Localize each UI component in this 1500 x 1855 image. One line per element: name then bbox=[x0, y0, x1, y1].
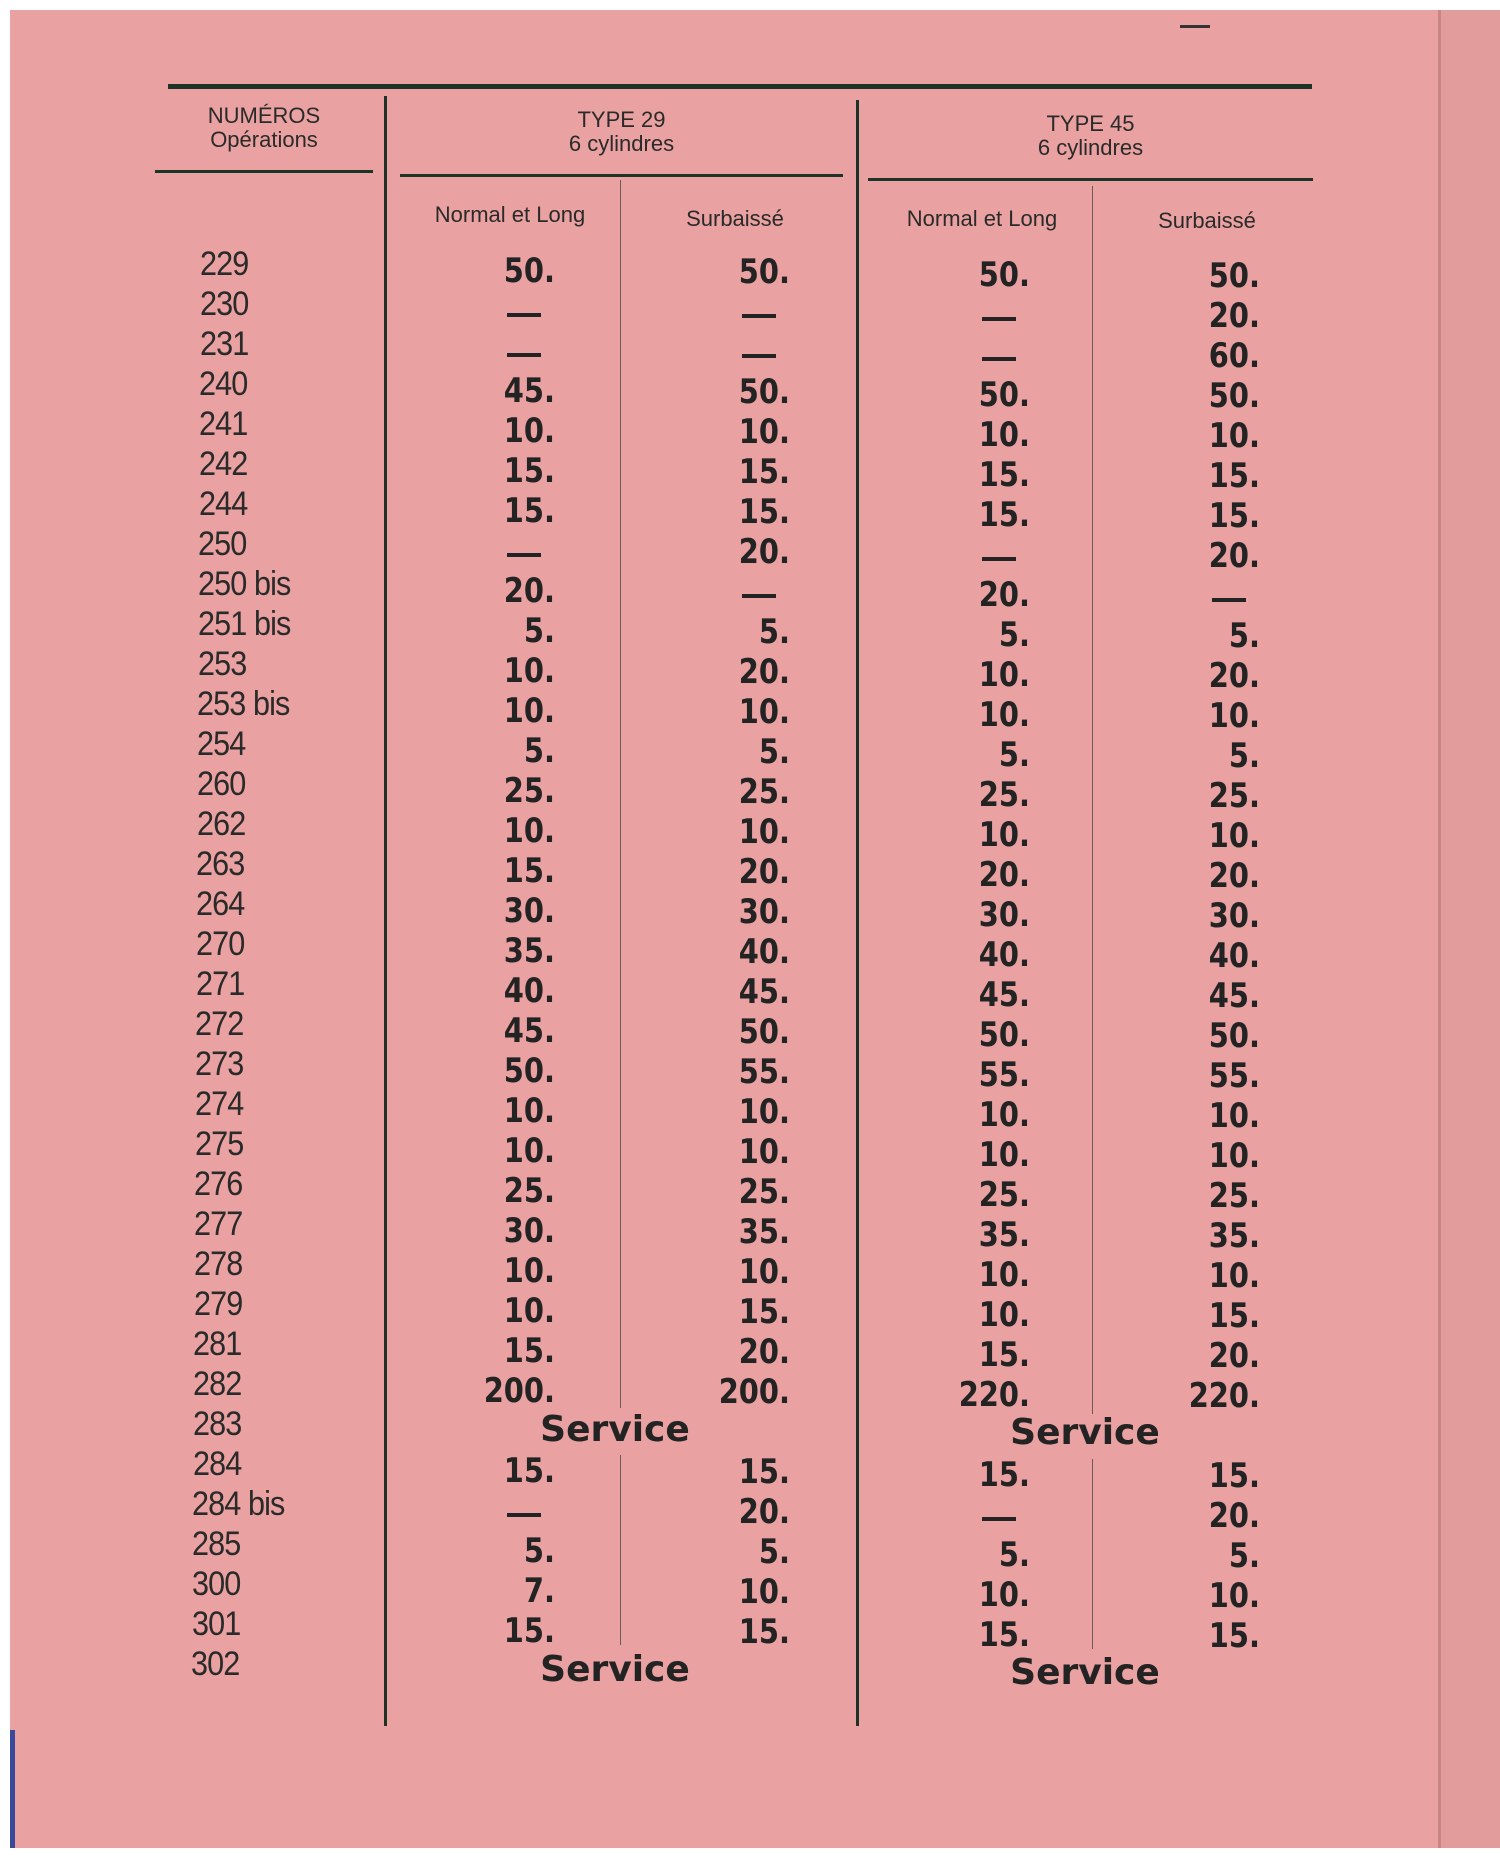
time-value: 5. bbox=[1228, 1536, 1260, 1576]
empty-value-dash bbox=[742, 314, 776, 318]
time-value: 30. bbox=[503, 1211, 555, 1251]
operation-number: 282 bbox=[193, 1365, 242, 1403]
time-value: 35. bbox=[1208, 1216, 1260, 1256]
time-value: 50. bbox=[738, 1011, 790, 1052]
fold-line bbox=[1438, 10, 1441, 1848]
subcolumn-divider-type29-lower bbox=[620, 1455, 621, 1645]
time-value: 35. bbox=[503, 931, 555, 971]
time-value: 10. bbox=[978, 1255, 1030, 1295]
subcolumn-divider-type45-lower bbox=[1092, 1459, 1093, 1649]
type29-normal-header: Normal et Long bbox=[434, 202, 586, 227]
time-value: 25. bbox=[503, 771, 555, 811]
time-value: 5. bbox=[758, 1531, 790, 1572]
time-value: 20. bbox=[978, 855, 1030, 895]
header-rule-type29 bbox=[400, 174, 843, 177]
operation-number: 275 bbox=[194, 1125, 243, 1163]
time-value: 20. bbox=[1208, 656, 1260, 696]
time-value: 30. bbox=[738, 891, 790, 932]
type29-title: TYPE 29 bbox=[577, 107, 666, 132]
time-value: 5. bbox=[998, 1535, 1030, 1575]
column-divider-middle bbox=[856, 100, 859, 1726]
time-value: 20. bbox=[978, 575, 1030, 615]
operation-number: 260 bbox=[196, 765, 246, 803]
operation-number: 231 bbox=[199, 325, 248, 363]
empty-value-dash bbox=[1212, 598, 1246, 602]
time-value: 15. bbox=[503, 1331, 555, 1371]
type45-service: Service bbox=[1010, 1652, 1160, 1693]
time-value: 60. bbox=[1208, 336, 1260, 376]
time-value: 5. bbox=[1228, 616, 1260, 656]
time-value: 25. bbox=[738, 771, 790, 812]
operation-number: 281 bbox=[193, 1325, 242, 1363]
time-value: 10. bbox=[978, 415, 1030, 455]
time-value: 50. bbox=[738, 371, 790, 412]
time-value: 30. bbox=[978, 895, 1030, 935]
operation-number: 274 bbox=[194, 1085, 244, 1123]
time-value: 10. bbox=[738, 811, 790, 852]
operation-number: 278 bbox=[193, 1245, 243, 1283]
subcolumn-divider-type45-upper bbox=[1092, 186, 1093, 1414]
time-value: 10. bbox=[978, 815, 1030, 855]
time-value: 50. bbox=[1208, 1016, 1260, 1056]
type29-header bbox=[400, 108, 843, 156]
empty-value-dash bbox=[742, 594, 776, 598]
time-value: 45. bbox=[978, 975, 1030, 1015]
time-value: 15. bbox=[978, 1615, 1030, 1655]
operation-number: 253 bis bbox=[197, 685, 290, 723]
operation-number: 241 bbox=[199, 405, 248, 443]
operation-number: 254 bbox=[197, 725, 246, 763]
top-mark bbox=[1180, 25, 1210, 28]
operation-number: 250 bis bbox=[198, 565, 291, 603]
operation-number: 300 bbox=[191, 1565, 241, 1603]
header-rule-type45 bbox=[868, 178, 1313, 181]
time-value: 10. bbox=[1208, 1136, 1260, 1176]
operation-number: 302 bbox=[191, 1645, 240, 1683]
time-value: 40. bbox=[503, 971, 555, 1011]
type45-title: TYPE 45 bbox=[1046, 111, 1135, 136]
empty-value-dash bbox=[742, 354, 776, 358]
time-value: 5. bbox=[758, 731, 790, 772]
time-value: 25. bbox=[738, 1171, 790, 1212]
time-value: 220. bbox=[958, 1375, 1030, 1415]
time-value: 220. bbox=[1188, 1376, 1260, 1416]
time-value: 50. bbox=[1208, 376, 1260, 416]
time-value: 15. bbox=[1208, 1456, 1260, 1496]
time-value: 15. bbox=[978, 455, 1030, 495]
time-value: 15. bbox=[738, 451, 790, 492]
time-value: 20. bbox=[738, 651, 790, 692]
operation-number: 253 bbox=[197, 645, 246, 683]
time-value: 50. bbox=[978, 255, 1030, 295]
time-value: 40. bbox=[1208, 936, 1260, 976]
numeros-label: NUMÉROS bbox=[207, 103, 321, 128]
operation-number: 301 bbox=[191, 1605, 240, 1643]
type45-header bbox=[868, 112, 1313, 160]
time-value: 40. bbox=[738, 931, 790, 972]
time-value: 10. bbox=[978, 1095, 1030, 1135]
time-value: 10. bbox=[503, 691, 555, 731]
operation-number: 264 bbox=[196, 885, 245, 923]
time-value: 15. bbox=[503, 1451, 555, 1491]
time-value: 10. bbox=[503, 411, 555, 451]
time-value: 10. bbox=[503, 1091, 555, 1131]
empty-value-dash bbox=[982, 317, 1016, 321]
time-value: 10. bbox=[503, 1291, 555, 1331]
operation-number: 273 bbox=[195, 1045, 244, 1083]
type29-surbaisse-header: Surbaissé bbox=[686, 206, 784, 231]
time-value: 20. bbox=[738, 1491, 790, 1532]
time-value: 20. bbox=[1208, 1496, 1260, 1536]
time-value: 20. bbox=[1208, 856, 1260, 896]
time-value: 10. bbox=[1208, 1256, 1260, 1296]
time-value: 10. bbox=[978, 1295, 1030, 1335]
time-value: 10. bbox=[978, 695, 1030, 735]
type29-service: Service bbox=[540, 1409, 690, 1450]
operation-number: 271 bbox=[195, 965, 244, 1003]
time-value: 15. bbox=[1208, 456, 1260, 496]
time-value: 10. bbox=[503, 1251, 555, 1291]
time-value: 20. bbox=[738, 851, 790, 892]
time-value: 15. bbox=[978, 1455, 1030, 1495]
time-value: 5. bbox=[523, 611, 555, 651]
operation-number: 284 bis bbox=[192, 1485, 285, 1523]
operation-number: 285 bbox=[192, 1525, 241, 1563]
operation-number: 277 bbox=[194, 1205, 243, 1243]
time-value: 20. bbox=[738, 531, 790, 572]
time-value: 15. bbox=[1208, 1616, 1260, 1656]
time-value: 5. bbox=[998, 615, 1030, 655]
time-value: 55. bbox=[978, 1055, 1030, 1095]
time-value: 10. bbox=[1208, 816, 1260, 856]
time-value: 15. bbox=[738, 491, 790, 532]
time-value: 25. bbox=[978, 1175, 1030, 1215]
time-value: 25. bbox=[1208, 776, 1260, 816]
time-value: 20. bbox=[738, 1331, 790, 1372]
time-value: 25. bbox=[978, 775, 1030, 815]
time-value: 50. bbox=[503, 251, 555, 291]
empty-value-dash bbox=[982, 357, 1016, 361]
page-edge bbox=[10, 1730, 15, 1848]
time-value: 10. bbox=[738, 1091, 790, 1132]
time-value: 15. bbox=[503, 491, 555, 531]
time-value: 10. bbox=[738, 1131, 790, 1172]
time-value: 10. bbox=[503, 651, 555, 691]
time-value: 30. bbox=[503, 891, 555, 931]
time-value: 55. bbox=[1208, 1056, 1260, 1096]
operations-label: Opérations bbox=[210, 127, 318, 152]
time-value: 15. bbox=[738, 1451, 790, 1492]
time-value: 45. bbox=[503, 371, 555, 411]
time-value: 50. bbox=[1208, 256, 1260, 296]
time-value: 10. bbox=[978, 655, 1030, 695]
time-value: 20. bbox=[1208, 1336, 1260, 1376]
type29-cylinders: 6 cylindres bbox=[568, 131, 675, 156]
operation-number: 270 bbox=[195, 925, 245, 963]
operation-number: 263 bbox=[196, 845, 245, 883]
time-value: 7. bbox=[523, 1571, 555, 1611]
time-value: 15. bbox=[1208, 1296, 1260, 1336]
time-value: 5. bbox=[523, 1531, 555, 1571]
time-value: 25. bbox=[503, 1171, 555, 1211]
time-value: 15. bbox=[503, 851, 555, 891]
empty-value-dash bbox=[507, 1513, 541, 1517]
header-rule-numeros bbox=[155, 170, 373, 173]
time-value: 10. bbox=[1208, 1576, 1260, 1616]
time-value: 50. bbox=[978, 375, 1030, 415]
empty-value-dash bbox=[507, 553, 541, 557]
operation-number: 284 bbox=[192, 1445, 241, 1483]
type45-service: Service bbox=[1010, 1412, 1160, 1453]
time-value: 20. bbox=[503, 571, 555, 611]
time-value: 10. bbox=[978, 1575, 1030, 1615]
time-value: 15. bbox=[1208, 496, 1260, 536]
time-value: 5. bbox=[758, 611, 790, 652]
time-value: 50. bbox=[738, 251, 790, 292]
operation-number: 276 bbox=[194, 1165, 243, 1203]
empty-value-dash bbox=[507, 353, 541, 357]
time-value: 15. bbox=[978, 1335, 1030, 1375]
time-value: 45. bbox=[503, 1011, 555, 1051]
time-value: 30. bbox=[1208, 896, 1260, 936]
time-value: 50. bbox=[978, 1015, 1030, 1055]
time-value: 5. bbox=[998, 735, 1030, 775]
time-value: 20. bbox=[1208, 536, 1260, 576]
time-value: 5. bbox=[1228, 736, 1260, 776]
operation-number: 279 bbox=[193, 1285, 242, 1323]
time-value: 10. bbox=[503, 1131, 555, 1171]
numeros-header bbox=[155, 104, 373, 152]
empty-value-dash bbox=[982, 1517, 1016, 1521]
time-value: 15. bbox=[503, 451, 555, 491]
time-value: 10. bbox=[738, 691, 790, 732]
column-divider-left bbox=[384, 96, 387, 1726]
operation-number: 250 bbox=[198, 525, 247, 563]
time-value: 200. bbox=[718, 1371, 790, 1412]
time-value: 55. bbox=[738, 1051, 790, 1092]
time-value: 15. bbox=[503, 1611, 555, 1651]
operation-number: 262 bbox=[196, 805, 245, 843]
time-value: 10. bbox=[1208, 416, 1260, 456]
operation-number: 229 bbox=[200, 245, 249, 283]
time-value: 5. bbox=[523, 731, 555, 771]
time-value: 10. bbox=[738, 1251, 790, 1292]
top-rule bbox=[168, 84, 1312, 89]
operation-number: 240 bbox=[199, 365, 248, 403]
time-value: 25. bbox=[1208, 1176, 1260, 1216]
operation-number: 283 bbox=[192, 1405, 242, 1443]
type45-surbaisse-header: Surbaissé bbox=[1158, 208, 1256, 233]
time-value: 35. bbox=[978, 1215, 1030, 1255]
type29-service: Service bbox=[540, 1649, 690, 1690]
time-value: 15. bbox=[738, 1291, 790, 1332]
time-value: 45. bbox=[738, 971, 790, 1012]
type45-cylinders: 6 cylindres bbox=[1037, 135, 1144, 160]
operation-number: 242 bbox=[198, 445, 248, 483]
time-value: 35. bbox=[738, 1211, 790, 1252]
time-value: 20. bbox=[1208, 296, 1260, 336]
time-value: 10. bbox=[738, 411, 790, 452]
subcolumn-divider-type29-upper bbox=[620, 180, 621, 1408]
empty-value-dash bbox=[982, 557, 1016, 561]
time-value: 10. bbox=[738, 1571, 790, 1612]
time-value: 10. bbox=[503, 811, 555, 851]
operation-number: 244 bbox=[198, 485, 247, 523]
time-value: 50. bbox=[503, 1051, 555, 1091]
time-value: 15. bbox=[738, 1611, 790, 1652]
time-value: 10. bbox=[1208, 1096, 1260, 1136]
time-value: 10. bbox=[978, 1135, 1030, 1175]
page-fold bbox=[1440, 10, 1500, 1848]
time-value: 200. bbox=[483, 1371, 555, 1411]
time-value: 15. bbox=[978, 495, 1030, 535]
operation-number: 251 bis bbox=[197, 605, 291, 643]
empty-value-dash bbox=[507, 313, 541, 317]
time-value: 45. bbox=[1208, 976, 1260, 1016]
operation-number: 230 bbox=[199, 285, 249, 323]
operation-number: 272 bbox=[195, 1005, 244, 1043]
time-value: 10. bbox=[1208, 696, 1260, 736]
time-value: 40. bbox=[978, 935, 1030, 975]
type45-normal-header: Normal et Long bbox=[906, 206, 1058, 231]
